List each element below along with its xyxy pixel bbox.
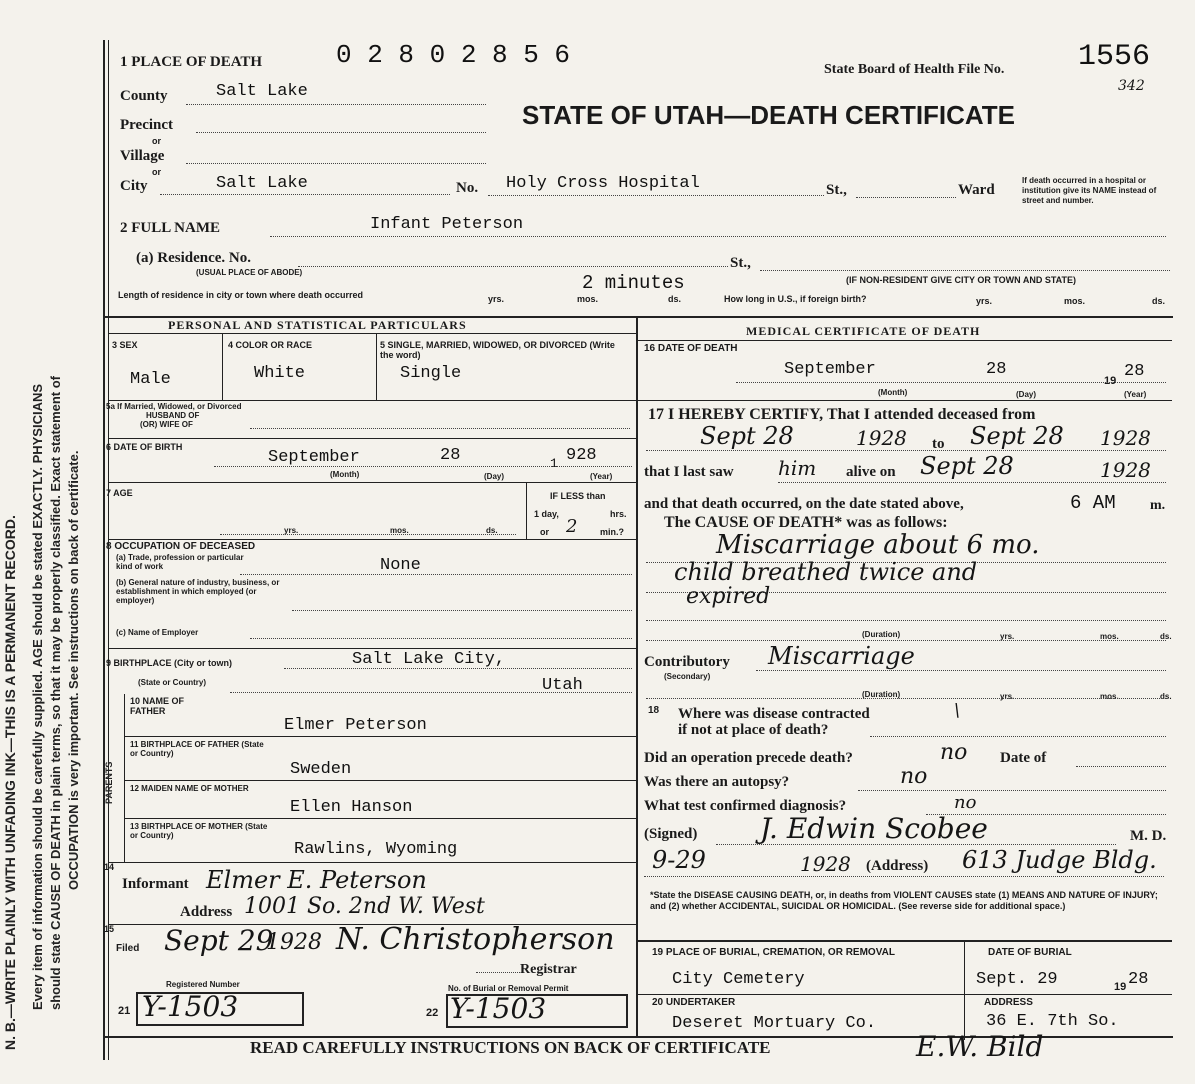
filed-year: 1928 (266, 930, 322, 955)
spouse-label-2: HUSBAND OF (146, 411, 200, 420)
employer-label: (c) Name of Employer (116, 628, 199, 637)
test-value: no (954, 792, 977, 813)
cause-line-3: expired (686, 584, 771, 609)
filed-label: Filed (116, 943, 140, 954)
mother-birthplace-label: 13 BIRTHPLACE OF MOTHER (State or Country) (130, 822, 268, 840)
physician-address: 613 Judge Bldg. (962, 846, 1157, 874)
age-label: 7 AGE (106, 488, 133, 498)
certificate-number: 0 2 8 0 2 8 5 6 (336, 40, 571, 70)
dob-day: 28 (440, 446, 461, 465)
burial-place: City Cemetery (672, 970, 805, 989)
color-value: White (254, 364, 306, 383)
occupation-b-label: (b) General nature of industry, business, or establishment in which employed (or employer) (116, 578, 280, 605)
death-year-sub: (Year) (1124, 390, 1147, 399)
age-yrs: yrs. (284, 526, 299, 535)
burial-date: Sept. 29 (976, 970, 1058, 989)
burial-date-label: DATE OF BURIAL (988, 947, 1072, 958)
contracted-mark: \ (954, 700, 961, 721)
md-label: M. D. (1130, 828, 1167, 844)
age-ds: ds. (486, 526, 498, 535)
length-residence-value: 2 minutes (582, 272, 685, 294)
footer-instructions: READ CAREFULLY INSTRUCTIONS ON BACK OF CERTIFICATE (250, 1038, 771, 1057)
father-birthplace: Sweden (290, 760, 352, 779)
marital-label: 5 SINGLE, MARRIED, WIDOWED, OR DIVORCED (Write the word) (380, 340, 615, 360)
physician-address-label: (Address) (866, 858, 929, 874)
duration-yrs: yrs. (1000, 692, 1015, 701)
burial-year: 28 (1128, 970, 1149, 989)
physician-signature: J. Edwin Scobee (760, 812, 988, 845)
sex-label: 3 SEX (112, 340, 138, 350)
undertaker-address-label: ADDRESS (984, 997, 1033, 1008)
state-country-label: (State or Country) (138, 678, 206, 687)
county-value: Salt Lake (216, 82, 308, 101)
village-label: Village (120, 148, 165, 164)
father-name-label: 10 NAME OF FATHER (130, 696, 185, 716)
city-value: Salt Lake (216, 174, 308, 193)
contracted-label: Where was disease contracted (678, 706, 870, 722)
cause-footnote: *State the DISEASE CAUSING DEATH, or, in deaths from VIOLENT CAUSES state (1) MEANS AND NATURE OF INJURY; and (2) whether ACCIDENTAL, SUICIDAL OR HOMICIDAL. (See reverse side for additional space.) (650, 890, 1158, 911)
age-minutes: 2 (566, 516, 578, 537)
undertaker-address: 36 E. 7th So. (986, 1012, 1119, 1031)
father-name: Elmer Peterson (284, 716, 427, 735)
yrs-label: yrs. (488, 294, 505, 304)
mother-name-label: 12 MAIDEN NAME OF MOTHER (130, 784, 249, 793)
mother-name: Ellen Hanson (290, 798, 413, 817)
death-time: 6 AM (1070, 492, 1116, 514)
death-year-prefix: 19 (1104, 375, 1117, 387)
hrs-label: hrs. (610, 509, 627, 519)
attended-to-year: 1928 (1100, 426, 1151, 450)
month-sub: (Month) (330, 470, 360, 479)
death-day-sub: (Day) (1016, 390, 1037, 399)
num22: 22 (426, 1007, 439, 1019)
certificate-title: STATE OF UTAH—DEATH CERTIFICATE (522, 100, 1015, 130)
last-saw-label: that I last saw (644, 464, 734, 480)
marital-value: Single (400, 364, 462, 383)
secondary-label: (Secondary) (664, 672, 711, 681)
birthplace-value: Salt Lake City, (352, 650, 506, 669)
sex-value: Male (130, 370, 171, 389)
or-label: or (540, 527, 549, 537)
column-divider (636, 316, 638, 1036)
burial-permit-label: No. of Burial or Removal Permit (448, 984, 569, 993)
side-note-3: should state CAUSE OF DEATH in plain terms, so that it may be properly classified. Exact statement of (48, 375, 63, 1010)
spouse-label-1: 5a If Married, Widowed, or Divorced (106, 402, 242, 411)
if-less-label: IF LESS than (550, 491, 606, 501)
min-label: min.? (600, 527, 624, 537)
spouse-label-3: (OR) WIFE OF (140, 420, 193, 429)
parents-label: PARENTS (104, 761, 114, 804)
signed-label: (Signed) (644, 826, 698, 842)
undertaker-label: 20 UNDERTAKER (652, 997, 736, 1008)
occupation-label: 8 OCCUPATION OF DECEASED (106, 541, 256, 552)
to-label: to (932, 436, 945, 452)
alive-on-label: alive on (846, 464, 896, 480)
full-name-label: 2 FULL NAME (120, 220, 221, 236)
informant-address: 1001 So. 2nd W. West (244, 894, 485, 919)
duration-label: (Duration) (862, 690, 901, 699)
cause-label: The CAUSE OF DEATH* was as follows: (664, 514, 948, 531)
ward-label: Ward (958, 182, 995, 198)
day-sub: (Day) (484, 472, 505, 481)
m-label: m. (1150, 498, 1166, 513)
abode-note: (USUAL PLACE OF ABODE) (196, 268, 303, 277)
side-note-1: N. B.—WRITE PLAINLY WITH UNFADING INK—THIS IS A PERMANENT RECORD. (2, 515, 18, 1050)
test-label: What test confirmed diagnosis? (644, 798, 847, 814)
certify-label: 17 I HEREBY CERTIFY, That I attended deceased from (648, 406, 1036, 423)
autopsy-label: Was there an autopsy? (644, 774, 790, 790)
residence-label: (a) Residence. No. (136, 250, 251, 266)
dob-label: 6 DATE OF BIRTH (106, 442, 183, 452)
ds-label: ds. (1152, 296, 1166, 306)
medical-header: MEDICAL CERTIFICATE OF DEATH (746, 324, 981, 338)
duration-ds: ds. (1160, 632, 1172, 641)
filed-num: 15 (104, 924, 115, 934)
length-residence-label: Length of residence in city or town where death occurred (118, 290, 364, 300)
registrar-label: Registrar (520, 962, 577, 977)
duration-mos: mos. (1100, 692, 1119, 701)
alive-year: 1928 (1100, 458, 1151, 482)
informant-label: Informant (122, 876, 189, 892)
death-day: 28 (986, 360, 1007, 379)
dob-year: 928 (566, 446, 597, 465)
ward-note: If death occurred in a hospital or institution give its NAME instead of street and number. (1022, 176, 1157, 205)
registered-number: Y-1503 (142, 990, 239, 1023)
nonresident-note: (IF NON-RESIDENT GIVE CITY OR TOWN AND STATE) (846, 275, 1077, 285)
dob-month: September (268, 448, 360, 467)
age-mos: mos. (390, 526, 409, 535)
file-no-label: State Board of Health File No. (824, 62, 1005, 77)
last-saw-who: him (778, 456, 817, 480)
burial-permit-number: Y-1503 (450, 992, 547, 1025)
year-sub: (Year) (590, 472, 613, 481)
mother-birthplace: Rawlins, Wyoming (294, 840, 458, 859)
operation-value: no (940, 740, 968, 765)
hospital-name: Holy Cross Hospital (506, 174, 700, 193)
autopsy-value: no (900, 764, 928, 789)
birth-state: Utah (542, 676, 583, 695)
contributory-value: Miscarriage (768, 642, 915, 670)
birthplace-label: 9 BIRTHPLACE (City or town) (106, 658, 232, 668)
attended-from: Sept 28 (700, 422, 794, 450)
registrar-signature: N. Christopherson (336, 922, 615, 957)
registered-number-label: Registered Number (166, 980, 240, 989)
or-label: or (152, 167, 161, 177)
duration-label: (Duration) (862, 630, 901, 639)
street-no-label: No. (456, 180, 479, 196)
burial-year-prefix: 19 (1114, 981, 1127, 993)
duration-yrs: yrs. (1000, 632, 1015, 641)
side-note-2: Every item of information should be carefully supplied. AGE should be stated EXACTLY. PHYSICIANS (30, 383, 45, 1010)
st-label: St., (826, 182, 847, 198)
contracted-label-2: if not at place of death? (678, 722, 829, 738)
precinct-label: Precinct (120, 117, 174, 133)
occupation-a-label: (a) Trade, profession or particular kind of work (116, 553, 244, 571)
footer-signature: E.W. Bild (916, 1030, 1044, 1063)
dob-year-prefix: 1 (550, 456, 558, 471)
informant-num: 14 (104, 862, 115, 872)
place-of-death-label: 1 PLACE OF DEATH (120, 54, 263, 70)
father-birthplace-label: 11 BIRTHPLACE OF FATHER (State or Country) (130, 740, 264, 758)
ds-label: ds. (668, 294, 682, 304)
cause-line-2: child breathed twice and (674, 558, 978, 586)
informant-address-label: Address (180, 904, 233, 920)
full-name-value: Infant Peterson (370, 215, 524, 234)
occupation-value: None (380, 556, 421, 575)
num21: 21 (118, 1005, 131, 1017)
file-no-sub: 342 (1118, 78, 1145, 94)
yrs-label: yrs. (976, 296, 993, 306)
informant-signature: Elmer E. Peterson (206, 866, 427, 894)
attended-from-year: 1928 (856, 426, 907, 450)
death-year: 28 (1124, 362, 1145, 381)
mos-label: mos. (1064, 296, 1086, 306)
signed-date: 9-29 (652, 846, 706, 874)
filed-date: Sept 29 (164, 924, 274, 957)
date-of-label: Date of (1000, 750, 1047, 766)
one-day-label: 1 day, (534, 509, 559, 519)
color-label: 4 COLOR OR RACE (228, 340, 313, 350)
how-long-us-label: How long in U.S., if foreign birth? (724, 294, 867, 304)
operation-label: Did an operation precede death? (644, 750, 853, 766)
death-month-sub: (Month) (878, 388, 908, 397)
attended-to: Sept 28 (970, 422, 1064, 450)
mos-label: mos. (577, 294, 599, 304)
alive-date: Sept 28 (920, 452, 1014, 480)
q18-num: 18 (648, 705, 660, 716)
burial-place-label: 19 PLACE OF BURIAL, CREMATION, OR REMOVAL (652, 947, 895, 958)
undertaker: Deseret Mortuary Co. (672, 1014, 877, 1033)
or-label: or (152, 136, 161, 146)
cause-line-1: Miscarriage about 6 mo. (716, 530, 1040, 560)
duration-ds: ds. (1160, 692, 1172, 701)
county-label: County (120, 88, 168, 104)
left-border (103, 40, 105, 1060)
city-label: City (120, 178, 148, 194)
duration-mos: mos. (1100, 632, 1119, 641)
side-note-4: OCCUPATION is very important. See instructions on back of certificate. (66, 450, 81, 890)
file-no: 1556 (1078, 40, 1151, 74)
personal-header: PERSONAL AND STATISTICAL PARTICULARS (168, 318, 467, 332)
death-occurred-label: and that death occurred, on the date stated above, (644, 496, 964, 512)
contributory-label: Contributory (644, 654, 730, 670)
death-month: September (784, 360, 876, 379)
residence-st-label: St., (730, 255, 751, 271)
signed-year: 1928 (800, 852, 851, 876)
date-of-death-label: 16 DATE OF DEATH (644, 343, 738, 354)
